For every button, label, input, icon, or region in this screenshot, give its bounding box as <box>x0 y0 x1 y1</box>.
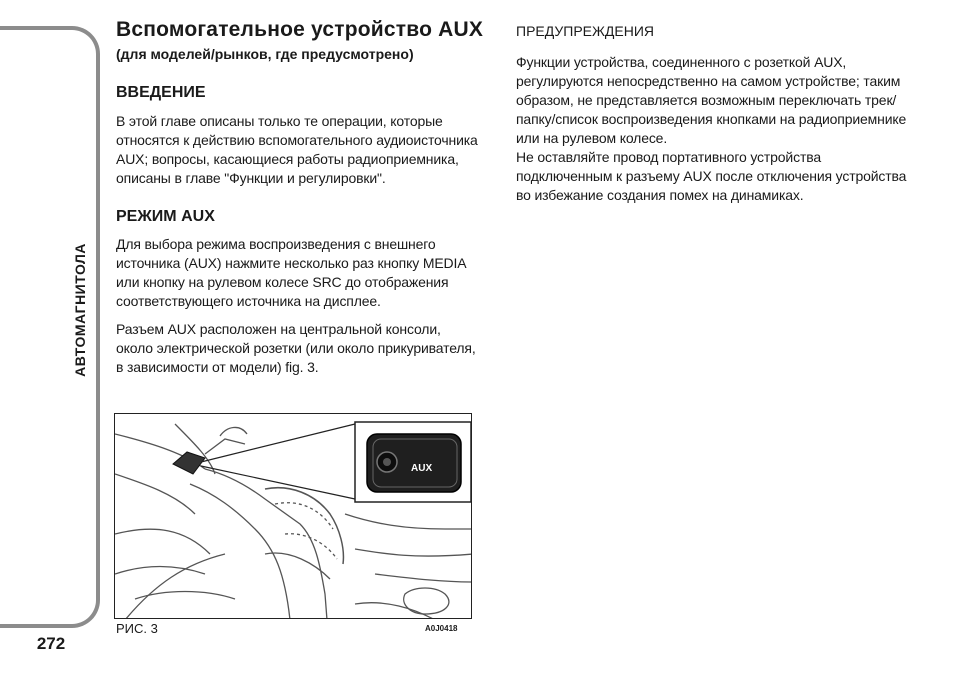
intro-heading: ВВЕДЕНИЕ <box>116 84 206 101</box>
page-number: 272 <box>36 634 66 653</box>
figure-aux-console <box>114 413 472 619</box>
figure-caption: РИС. 3 <box>116 621 158 636</box>
aux-socket-label: AUX <box>411 463 433 474</box>
warnings-paragraph-1: Функции устройства, соединенного с розеткой AUX, регулируются непосредственно на самом устройстве; таким образом, не представляется возможным переключать трек/папку/список воспроизведения кнопками на радиоприемнике или на рулевом колесе. <box>516 54 907 146</box>
aux-mode-heading: РЕЖИМ AUX <box>116 208 215 225</box>
warnings-heading: ПРЕДУПРЕЖДЕНИЯ <box>516 23 655 39</box>
figure-code: A0J0418 <box>425 624 458 633</box>
warnings-paragraph-2: Не оставляйте провод портативного устройства подключенным к разъему AUX после отключения устройства во избежание создания помех на динамиках. <box>516 149 907 203</box>
page-title: Вспомогательное устройство AUX <box>116 18 484 41</box>
intro-paragraph: В этой главе описаны только те операции, которые относятся к действию вспомогательного аудиоисточника AUX; вопросы, касающиеся работы радиоприемника, описаны в главе "Функции и регулировки". <box>116 113 478 186</box>
chapter-side-label: АВТОМАГНИТОЛА <box>72 243 88 377</box>
aux-mode-paragraph-1: Для выбора режима воспроизведения с внешнего источника (AUX) нажмите несколько раз кнопку MEDIA или кнопку на рулевом колесе SRC до отображения соответствующего источника на дисплее. <box>116 236 466 309</box>
console-illustration <box>115 414 472 619</box>
aux-mode-paragraph-2: Разъем AUX расположен на центральной консоли, около электрической розетки (или около прикуривателя, в зависимости от модели) fig. 3. <box>116 321 476 375</box>
page-subtitle: (для моделей/рынков, где предусмотрено) <box>116 46 414 62</box>
